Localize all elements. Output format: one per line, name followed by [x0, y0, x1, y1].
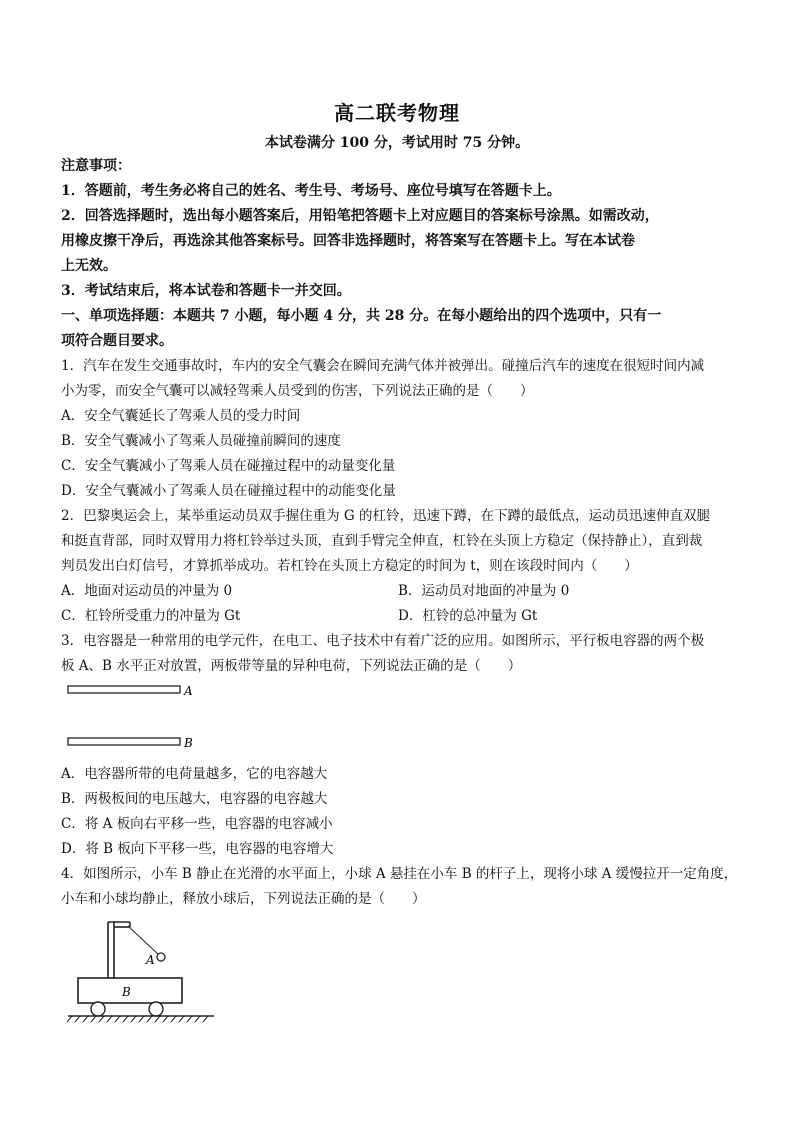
capacitor-figure — [62, 680, 212, 755]
wheel — [91, 1002, 105, 1016]
plate-a — [68, 686, 180, 693]
q2-option-b: B．运动员对地面的冲量为 0 — [398, 583, 570, 599]
q4-stem-line-2: 小车和小球均静止，释放小球后，下列说法正确的是（ ） — [61, 891, 426, 907]
cart-b-label: B — [122, 985, 131, 999]
q3-option-c: C．将 A 板向右平移一些，电容器的电容减小 — [61, 816, 333, 832]
q2-stem-line-2: 和挺直背部，同时双臂用力将杠铃举过头顶，直到手臂完全伸直，杠铃在头顶上方稳定（保持静止），直到裁 — [61, 533, 703, 549]
note-2-line-1: 2．回答选择题时，选出每小题答案后，用铅笔把答题卡上对应题目的答案标号涂黑。如需改动， — [61, 208, 659, 224]
pendulum-string — [128, 926, 159, 955]
q3-option-b: B．两极板间的电压越大，电容器的电容越大 — [61, 791, 328, 807]
ball-a — [157, 953, 165, 961]
q1-option-a: A．安全气囊延长了驾乘人员的受力时间 — [61, 408, 301, 424]
q2-option-d: D．杠铃的总冲量为 Gt — [398, 608, 538, 624]
q3-option-a: A．电容器所带的电荷量越多，它的电容越大 — [61, 766, 328, 782]
cart-pendulum-figure — [62, 915, 222, 1027]
note-3: 3．考试结束后，将本试卷和答题卡一并交回。 — [61, 283, 351, 299]
plate-b-label: B — [184, 736, 193, 750]
q2-stem-line-1: 2．巴黎奥运会上，某举重运动员双手握住重为 G 的杠铃，迅速下蹲，在下蹲的最低点，运动员迅速伸直双腿 — [61, 508, 710, 524]
q1-stem-line-2: 小为零，而安全气囊可以减轻驾乘人员受到的伤害，下列说法正确的是（ ） — [61, 383, 534, 399]
q3-stem-line-2: 板 A、B 水平正对放置，两板带等量的异种电荷，下列说法正确的是（ ） — [61, 658, 522, 674]
q1-stem-line-1: 1．汽车在发生交通事故时，车内的安全气囊会在瞬间充满气体并被弹出。碰撞后汽车的速度在很短时间内减 — [61, 358, 705, 374]
exam-title: 高二联考物理 — [334, 101, 460, 125]
section-1-heading-cont: 项符合题目要求。 — [61, 333, 173, 349]
wheel — [149, 1002, 163, 1016]
q2-option-c: C．杠铃所受重力的冲量为 Gt — [61, 608, 241, 624]
q1-option-c: C．安全气囊减小了驾乘人员在碰撞过程中的动量变化量 — [61, 458, 396, 474]
q2-stem-line-3: 判员发出白灯信号，才算抓举成功。若杠铃在头顶上方稳定的时间为 t，则在该段时间内（ ） — [61, 558, 638, 574]
note-1: 1．答题前，考生务必将自己的姓名、考生号、考场号、座位号填写在答题卡上。 — [61, 183, 561, 199]
plate-a-label: A — [184, 684, 193, 698]
notes-heading: 注意事项： — [61, 158, 131, 174]
q1-option-d: D．安全气囊减小了驾乘人员在碰撞过程中的动能变化量 — [61, 483, 396, 499]
q3-option-d: D．将 B 板向下平移一些，电容器的电容增大 — [61, 841, 334, 857]
section-1-heading: 一、单项选择题：本题共 7 小题，每小题 4 分，共 28 分。在每小题给出的四个选项中，只有一 — [61, 308, 662, 324]
ball-a-label: A — [146, 953, 155, 967]
q4-stem-line-1: 4．如图所示，小车 B 静止在光滑的水平面上，小球 A 悬挂在小车 B 的杆子上，现将小球 A 缓慢拉开一定角度， — [61, 866, 738, 882]
q1-option-b: B．安全气囊减小了驾乘人员碰撞前瞬间的速度 — [61, 433, 341, 449]
note-2-line-2: 用橡皮擦干净后，再选涂其他答案标号。回答非选择题时，将答案写在答题卡上。写在本试卷 — [61, 233, 635, 249]
q2-option-a: A．地面对运动员的冲量为 0 — [61, 583, 233, 599]
ground-hatching — [67, 1016, 208, 1022]
exam-subtitle: 本试卷满分 100 分，考试用时 75 分钟。 — [264, 135, 530, 151]
q3-stem-line-1: 3．电容器是一种常用的电学元件，在电工、电子技术中有着广泛的应用。如图所示，平行板电容器的两个极 — [61, 633, 705, 649]
note-2-line-3: 上无效。 — [61, 258, 117, 274]
plate-b — [68, 738, 180, 745]
